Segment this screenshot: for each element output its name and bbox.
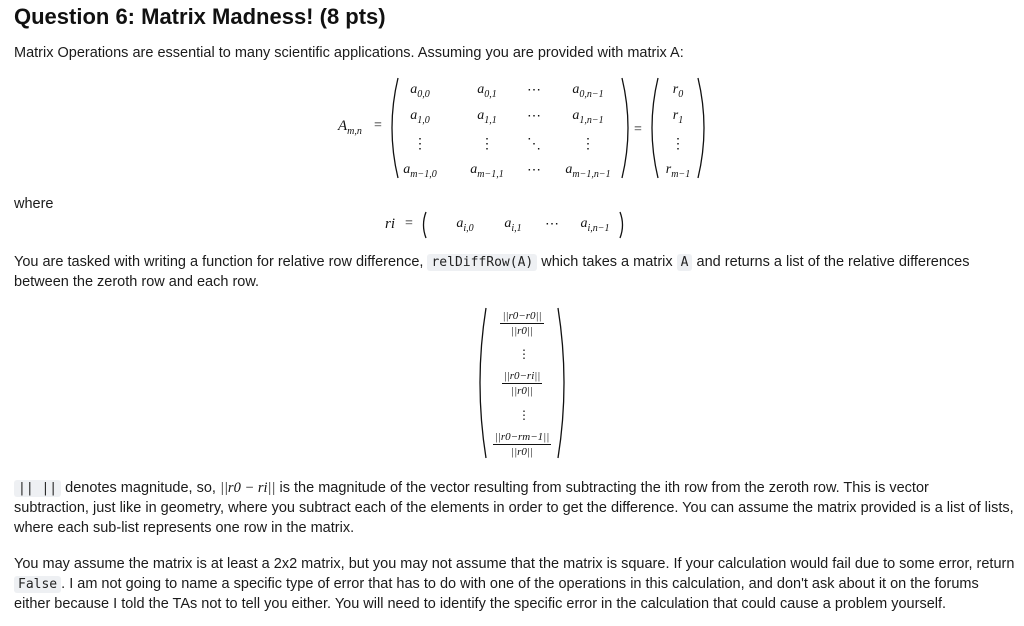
magnitude-text-1a: denotes magnitude, so, <box>65 480 216 496</box>
false-code: False <box>14 576 61 593</box>
assume-line-3: either because I told the TAs not to tell you either. You will need to identify the specific error in the calculation that could cause a problem yourself. <box>14 596 947 612</box>
rvec-left-paren <box>652 78 658 178</box>
fraction-denominator: ||r0|| <box>511 385 533 397</box>
matrix-cell: $a_{m-1,n-1}$ <box>565 162 611 180</box>
row-vector-cell: ⋮ <box>671 137 685 152</box>
task-text-1: You are tasked with writing a function for relative row difference, <box>14 254 424 270</box>
intro-text: Matrix Operations are essential to many scientific applications. Assuming you are provided with matrix A: <box>14 45 684 61</box>
result-vdots: ⋮ <box>518 408 530 422</box>
matrix-cell: $a_{1,1}$ <box>477 108 497 126</box>
assume-text-2: . I am not going to name a specific type of error that has to do with one of the operations in this calculation, and don't ask about it on the forums <box>61 576 979 592</box>
matrix-cell: ⋱ <box>527 137 541 152</box>
matrix-cell: $a_{1,0}$ <box>410 108 430 126</box>
matrix-cell: $a_{0,n-1}$ <box>572 82 604 100</box>
matrix-name-code: A <box>677 254 693 271</box>
fraction-denominator: ||r0|| <box>511 446 533 458</box>
row-def-cell: $a_{i,n-1}$ <box>580 216 610 234</box>
task-text-3: and returns a list of the relative differences <box>696 254 970 270</box>
magnitude-line-3: where each sub-list represents one row in the matrix. <box>14 520 355 536</box>
result-right-paren <box>558 308 564 458</box>
equals-sign-2: = <box>634 122 642 137</box>
row-def-lhs: ri <box>385 216 396 232</box>
magnitude-text-1b: is the magnitude of the vector resulting from subtracting the ith row from the zeroth row. This is vector <box>279 480 929 496</box>
matrix-cell: ⋮ <box>413 137 427 152</box>
matrix-cell: ⋯ <box>527 109 541 124</box>
row-def-cell: $a_{i,0}$ <box>456 216 474 234</box>
rowdef-right-paren <box>620 212 623 238</box>
matrix-cell: ⋮ <box>581 137 595 152</box>
row-def-cell: $a_{i,1}$ <box>504 216 522 234</box>
magnitude-expr: ||r0 − ri|| <box>219 480 276 496</box>
matrix-cell: ⋯ <box>527 83 541 98</box>
matrix-cell: $a_{m-1,0}$ <box>403 162 437 180</box>
matrix-cell: $a_{0,1}$ <box>477 82 497 100</box>
matrix-cell: ⋮ <box>480 137 494 152</box>
magnitude-code: || || <box>14 480 61 497</box>
matrix-cell: $a_{m-1,1}$ <box>470 162 504 180</box>
matrix-cell: $a_{0,0}$ <box>410 82 430 100</box>
matrix-right-paren <box>622 78 628 178</box>
matrix-cell: $a_{1,n-1}$ <box>572 108 604 126</box>
rowdef-left-paren <box>424 212 427 238</box>
assume-line-1: You may assume the matrix is at least a 2x2 matrix, but you may not assume that the matrix is square. If your calculation would fail due to some error, return <box>14 556 1015 572</box>
where-label: where <box>14 196 54 212</box>
row-vector-cell: $r_1$ <box>672 108 684 126</box>
magnitude-line-2: subtraction, just like in geometry, where you subtract each of the elements in order to get the difference. You can assume the matrix provided is a list of lists, <box>14 500 1014 516</box>
row-vector-cell: $r_0$ <box>672 82 684 100</box>
fraction-denominator: ||r0|| <box>511 325 533 337</box>
fraction-numerator: ||r0−r0|| <box>502 310 542 322</box>
row-def-equals: = <box>405 216 413 231</box>
row-vector-cell: $r_{m-1}$ <box>665 162 691 180</box>
result-left-paren <box>480 308 486 458</box>
fraction-numerator: ||r0−rm−1|| <box>494 431 550 443</box>
fraction-numerator: ||r0−ri|| <box>503 370 541 382</box>
equals-sign: = <box>374 118 382 133</box>
task-text-2: which takes a matrix <box>541 254 673 270</box>
question-title: Question 6: Matrix Madness! (8 pts) <box>14 4 386 29</box>
matrix-left-paren <box>392 78 398 178</box>
matrix-lhs: $A_{m,n}$ <box>338 118 362 137</box>
task-text-4: between the zeroth row and each row. <box>14 274 260 290</box>
function-name-code: relDiffRow(A) <box>427 254 537 271</box>
matrix-cell: ⋯ <box>527 163 541 178</box>
result-vdots: ⋮ <box>518 347 530 361</box>
rvec-right-paren <box>698 78 704 178</box>
row-def-cell: ⋯ <box>545 217 559 232</box>
